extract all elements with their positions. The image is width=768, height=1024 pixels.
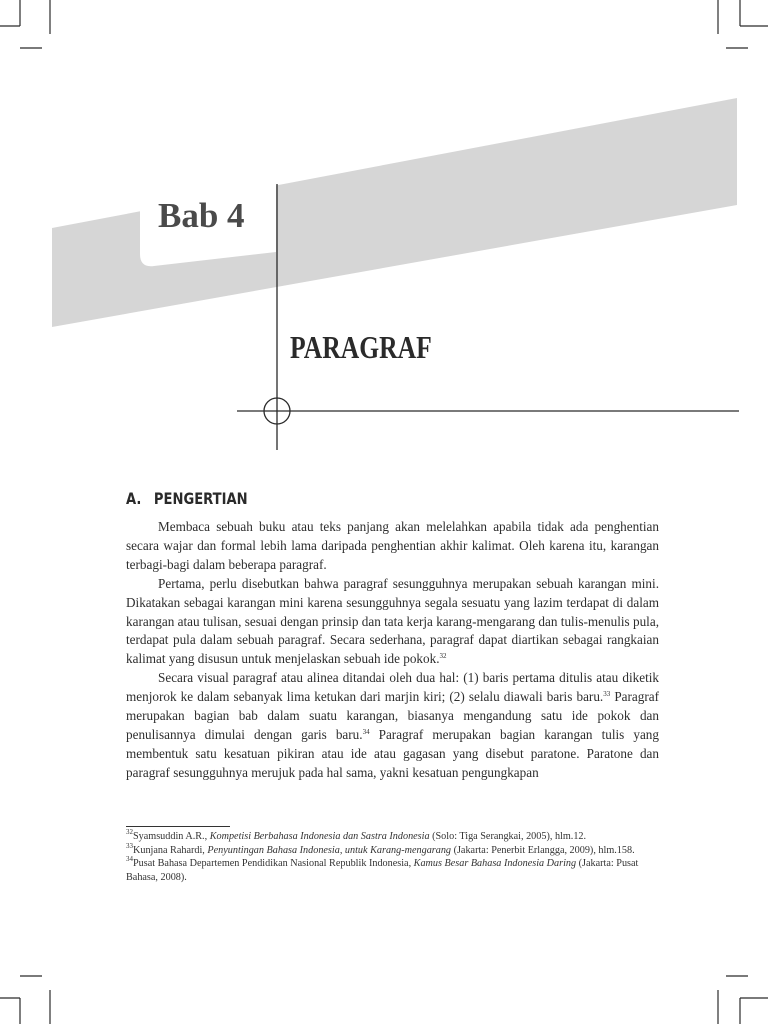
footnote-source: (Jakarta: Pusat Bahasa, 2008). bbox=[126, 858, 639, 883]
footnote-separator bbox=[126, 826, 230, 827]
footnote-author: Kunjana Rahardi, bbox=[133, 844, 208, 856]
paragraph-3 bbox=[126, 669, 659, 782]
chapter-number: Bab 4 bbox=[158, 196, 245, 235]
paragraph-2 bbox=[126, 575, 659, 670]
footnote-title: Kamus Besar Bahasa Indonesia Daring bbox=[413, 858, 577, 870]
footnote-title: Kompetisi Berbahasa Indonesia dan Sastra Indonesia bbox=[209, 831, 430, 842]
paragraph-text: Secara visual paragraf atau alinea ditandai oleh dua hal: (1) baris pertama ditulis atau diketik menjorok ke dalam sebanyak lima ketukan dari marjin kiri; (2) selalu diawali baris baru. bbox=[126, 670, 659, 705]
paragraph-text: Paragraf merupakan bagian bab dalam suatu karangan, biasanya mengandung satu ide pokok dan penulisannya dimulai dengan garis baru. bbox=[126, 689, 659, 742]
chapter-banner bbox=[52, 98, 737, 327]
footnote-33 bbox=[126, 841, 659, 858]
footnote-ref: 34 bbox=[362, 727, 370, 736]
paragraph-text: Paragraf merupakan bagian karangan tulis yang membentuk satu kesatuan pikiran atau ide atau gagasan yang disebut paratone. Paratone dan paragraf sesungguhnya merujuk pada hal sama, yakni kesatuan pengungkapan bbox=[126, 726, 659, 780]
footnote-34 bbox=[126, 857, 659, 884]
footnote-number: 34 bbox=[126, 855, 133, 864]
paragraph-text: Membaca sebuah buku atau teks panjang akan melelahkan apabila tidak ada penghentian secara wajar dan formal lebih lama daripada penghentian akhir kalimat. Oleh karena itu, karangan terbagi-bagi dalam beberapa paragraf. bbox=[126, 519, 659, 572]
footnote-number: 32 bbox=[126, 828, 133, 836]
footnote-author: Pusat Bahasa Departemen Pendidikan Nasional Republik Indonesia, bbox=[133, 858, 414, 870]
footnote-ref: 32 bbox=[439, 652, 447, 661]
footnote-source: (Jakarta: Penerbit Erlangga, 2009), hlm.158. bbox=[451, 844, 635, 856]
footnote-title: Penyuntingan Bahasa Indonesia, untuk Karang-mengarang bbox=[207, 844, 452, 856]
footnotes bbox=[126, 830, 659, 884]
paragraph-1 bbox=[126, 518, 659, 575]
footnote-source: (Solo: Tiga Serangkai, 2005), hlm.12. bbox=[429, 831, 587, 842]
section-title: PENGERTIAN bbox=[153, 489, 248, 508]
section-heading bbox=[126, 491, 248, 507]
footnote-number: 33 bbox=[126, 841, 133, 850]
chapter-title: PARAGRAF bbox=[290, 329, 432, 365]
paragraph-text: Pertama, perlu disebutkan bahwa paragraf sesungguhnya merupakan sebuah karangan mini. Dikatakan sebagai karangan mini karena sesungguhnya segala sesuatu yang lazim terdapat di dalam karangan atau tulisan, sesuai dengan prinsip dan tata kerja karang-mengarang dan tulis-menulis pula, terdapat pula dalam sebuah paragraf. Secara sederhana, paragraf dapat diartikan sebagai rangkaian kalimat yang disusun untuk menjelaskan sebuah ide pokok. bbox=[126, 575, 659, 667]
body-text bbox=[126, 518, 659, 783]
footnote-author: Syamsuddin A.R., bbox=[133, 831, 210, 842]
footnote-ref: 33 bbox=[603, 690, 611, 699]
footnote-32 bbox=[126, 830, 659, 844]
section-letter: A. bbox=[126, 489, 142, 508]
